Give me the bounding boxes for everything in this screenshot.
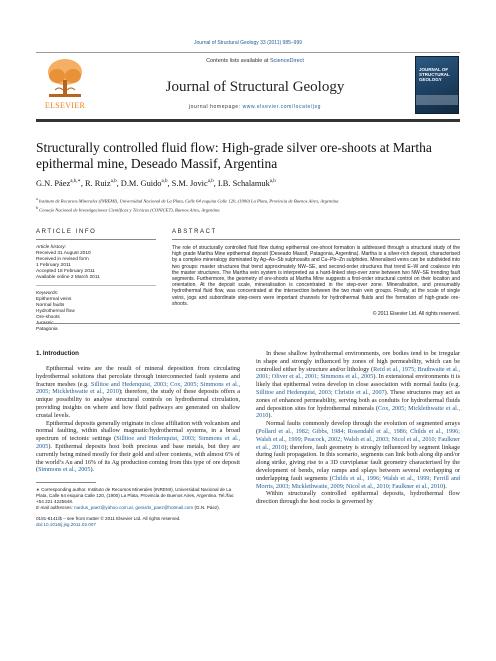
issn-line: 0191-8141/$ – see front matter © 2011 Elsevier Ltd. All rights reserved. <box>36 516 181 522</box>
paragraph: Epithermal deposits generally originate in close affiliation with volcanism and normal faulting, within shallow magmatic/hydrothermal systems, in a broad spectrum of tectonic settings (Sillitoe and Hedenquist, 2003; Simmons et al., 2005). Epithermal deposits host both precious and base metals, but they are currently being mined mostly for their gold and silver contents, with almost 6% of the world’s Au and 16% of its Ag production coming from this type of ore deposit (Simmons et al., 2005). <box>36 419 240 474</box>
article-info-heading: ARTICLE INFO <box>36 229 97 235</box>
email-link[interactable]: nardus_paez@yahoo.com.ar, gerardo_paez@hotmail.com <box>74 504 194 510</box>
keyword: Jurassic <box>36 320 54 326</box>
article-info <box>36 229 156 333</box>
homepage-link[interactable]: www.elsevier.com/locate/jsg <box>242 104 322 110</box>
author[interactable]: S.M. Jovic$^{a,b}$ <box>171 178 214 188</box>
homepage-prefix: journal homepage: <box>188 104 243 110</box>
keywords: Keywords: Epithermal veins Normal faults Hydrothermal flow Ore-shoots Jurassic Patagonia <box>36 291 156 332</box>
citation-link[interactable]: Sillitoe and Hedenquist, 2003; Christie et al., 2007 <box>256 388 385 396</box>
citation-link[interactable]: Reid et al., 1975; Brathwaite et al., 2001; Oliver et al., 2001; Simmons et al., 2005 <box>256 365 460 381</box>
keyword: Ore-shoots <box>36 315 60 321</box>
divider <box>36 239 156 240</box>
citation-link[interactable]: Cox, 2005; Micklethwaite et al., 2010 <box>256 404 460 420</box>
publication-meta <box>36 516 240 528</box>
keyword: Patagonia <box>36 326 58 332</box>
citation-link[interactable]: Simmons et al., 2005 <box>38 466 91 474</box>
elsevier-wordmark: ELSEVIER <box>44 101 86 110</box>
affiliation: $^a$ Instituto de Recursos Minerales (INREMI), Universidad Nacional de La Plata, Calle 64 esquina Calle 120, (1900) La Plata, Provincia de Buenos Aires, Argentina <box>36 197 339 204</box>
paragraph: Epithermal veins are the result of mineral deposition from circulating hydrothermal solutions that percolate through interconnected fault systems and fracture meshes (e.g. Sillitoe and Hedenquist, 2003; Cox, 2005; Simmons et al., 2005; Micklethwaite et al., 2010); therefore, the study of these deposits offers a unique possibility to analyse structural controls on hydrothermal circulation, providing insights on where and how fluid pathways are generated on shallow crustal levels. <box>36 365 240 419</box>
abstract-text: The role of structurally controlled fluid flow during epithermal ore-shoot formation is addressed through a structural study of the high grade Martha Mine epithermal deposit (Deseado Massif, Patagonia, Argentina). Martha is a silver-rich deposit, characterised by a complex mineralogy dominated by Ag–As–Sb sulphosalts and Cu–Pb–Zn sulphides. Mineralised veins can be subdivided into two groups: master structures that trend approximately NW–SE, and second-order structures that trend E–W and coalesce into the master structures. The Martha vein system is interpreted as a hard-linked step-over zone between two NW–SE trending fault segments. Furthermore, the geometry of ore-shoots at Martha Mine suggests a first-order structural control on their location and orientation. At the deposit scale, mineralisation is concentrated in the step-over zone. Mineralisation, and presumably hydrothermal fluid flow, was concentrated at the intersection between the two main vein groups. Finally, at the scale of single veins, jogs and subordinate step-overs were important channels for hydrothermal fluids and the formation of high-grade ore-shoots. <box>172 245 460 307</box>
contents-prefix: Contents lists available at <box>206 58 270 64</box>
author-list: G.N. Páez$^{a,b,∗}$, R. Ruiz$^{a,b}$, D.M. Guido$^{a,b}$, S.M. Jovic$^{a,b}$, I.B. Schalamuk$^{a,b}$ <box>36 178 276 188</box>
author[interactable]: D.M. Guido$^{a,b}$ <box>120 178 168 188</box>
abstract-heading: ABSTRACT <box>172 229 217 235</box>
author[interactable]: I.B. Schalamuk$^{a,b}$ <box>217 178 276 188</box>
sciencedirect-link[interactable]: ScienceDirect <box>269 58 304 64</box>
journal-homepage <box>100 104 410 110</box>
footnote-divider <box>36 482 96 483</box>
elsevier-tree-icon <box>43 56 87 100</box>
citation-link[interactable]: Sillitoe and Hedenquist, 2003; Cox, 2005; Simmons et al., 2005; Micklethwaite et al., 2010 <box>36 380 240 396</box>
keyword: Normal faults <box>36 303 65 309</box>
corresponding-author-footnote: ∗ Corresponding author. Instituto de Recursos Minerales (INREMI), Universidad Nacional de La Plata, Calle 64 esquina Calle 120, (1900) La Plata, Provincia de Buenos Aires, Argentina. Tel./fax: +54 221 4225648. E-mail addresses: nardus_paez@yahoo.com.ar, gerardo_paez@hotmail.com (G.N. Páez). <box>36 487 235 510</box>
citation-link[interactable]: Childs et al., 1996; Walsh et al., 1999; Ferrill and Morris, 2003; Micklethwaite, 2009; Nicol et al., 2010; Faulkner et al., 2010 <box>256 474 460 490</box>
section-divider <box>36 323 460 324</box>
article-title: Structurally controlled fluid flow: High-grade silver ore-shoots at Martha epithermal mine, Deseado Massif, Argentina <box>36 140 432 171</box>
paragraph: Within structurally controlled epithermal deposits, hydrothermal flow direction through the host rocks is governed by <box>256 490 460 506</box>
cover-title: JOURNAL OF STRUCTURAL GEOLOGY <box>419 67 450 82</box>
journal-citation[interactable]: Journal of Structural Geology 33 (2011) 985–999 <box>193 40 303 46</box>
journal-title: Journal of Structural Geology <box>165 79 345 95</box>
journal-cover-thumbnail[interactable] <box>415 56 459 114</box>
divider <box>36 285 156 286</box>
author[interactable]: G.N. Páez$^{a,b,∗}$ <box>36 178 81 188</box>
author[interactable]: R. Ruiz$^{a,b}$ <box>85 178 117 188</box>
cover-band <box>416 95 458 105</box>
affiliation: $^b$ Consejo Nacional de Investigaciones Científicas y Técnicas (CONICET), Buenos Aires, Argentina <box>36 205 220 213</box>
abstract <box>172 229 460 317</box>
contents-availability <box>100 58 410 64</box>
body-column-left <box>36 350 240 528</box>
affiliations <box>36 196 460 214</box>
citation-link[interactable]: Pollard et al., 1982; Gibbs, 1984; Rosendahl et al., 1986; Childs et al., 1996; Walsh et al., 1999; Peacock, 2002; Walsh et al., 2003; Nicol et al., 2010; Faulkner et al., 2010 <box>256 427 460 451</box>
copyright: © 2011 Elsevier Ltd. All rights reserved. <box>372 311 460 318</box>
keyword: Epithermal veins <box>36 297 72 303</box>
divider <box>172 239 460 240</box>
section-heading: 1. Introduction <box>36 350 79 357</box>
body-column-right <box>256 350 460 506</box>
publisher-logo[interactable] <box>36 52 94 118</box>
paragraph: In these shallow hydrothermal environments, ore bodies tend to be irregular in shape and strongly influenced by zones of high permeability, which can be controlled either by structure and/or lithology (Reid et al., 1975; Brathwaite et al., 2001; Oliver et al., 2001; Simmons et al., 2005). In extensional environments it is likely that epithermal veins develop in close association with normal faults (e.g. Sillitoe and Hedenquist, 2003; Christie et al., 2007). These structures may act as zones of enhanced permeability, serving both as conduits for hydrothermal fluids and deposition sites for hydrothermal minerals (Cox, 2005; Micklethwaite et al., 2010). <box>256 350 460 420</box>
citation-link[interactable]: Sillitoe and Hedenquist, 2003; Simmons et al., 2005 <box>36 435 240 450</box>
doi-link[interactable]: doi:10.1016/j.jsg.2011.02.007 <box>36 522 96 528</box>
article-history: Article history: Received 31 August 2010 Received in revised form 1 February 2011 Accepted 18 February 2011 Available online 2 March 2011 <box>36 245 100 280</box>
keyword: Hydrothermal flow <box>36 309 75 315</box>
paragraph: Normal faults commonly develop through the evolution of segmented arrays (Pollard et al., 1982; Gibbs, 1984; Rosendahl et al., 1986; Childs et al., 1996; Walsh et al., 1999; Peacock, 2002; Walsh et al., 2003; Nicol et al., 2010; Faulkner et al., 2010); therefore, fault geometry is strongly influenced by segment linkage during fault propagation. In this scenario, segments can link both along dip and/or along strike, giving rise to a 3D curviplanar fault geometry characterised by the development of bends, relay ramps and splays between several overlapping or underlapping fault segments (Childs et al., 1996; Walsh et al., 1999; Ferrill and Morris, 2003; Micklethwaite, 2009; Nicol et al., 2010; Faulkner et al., 2010). <box>256 420 460 490</box>
